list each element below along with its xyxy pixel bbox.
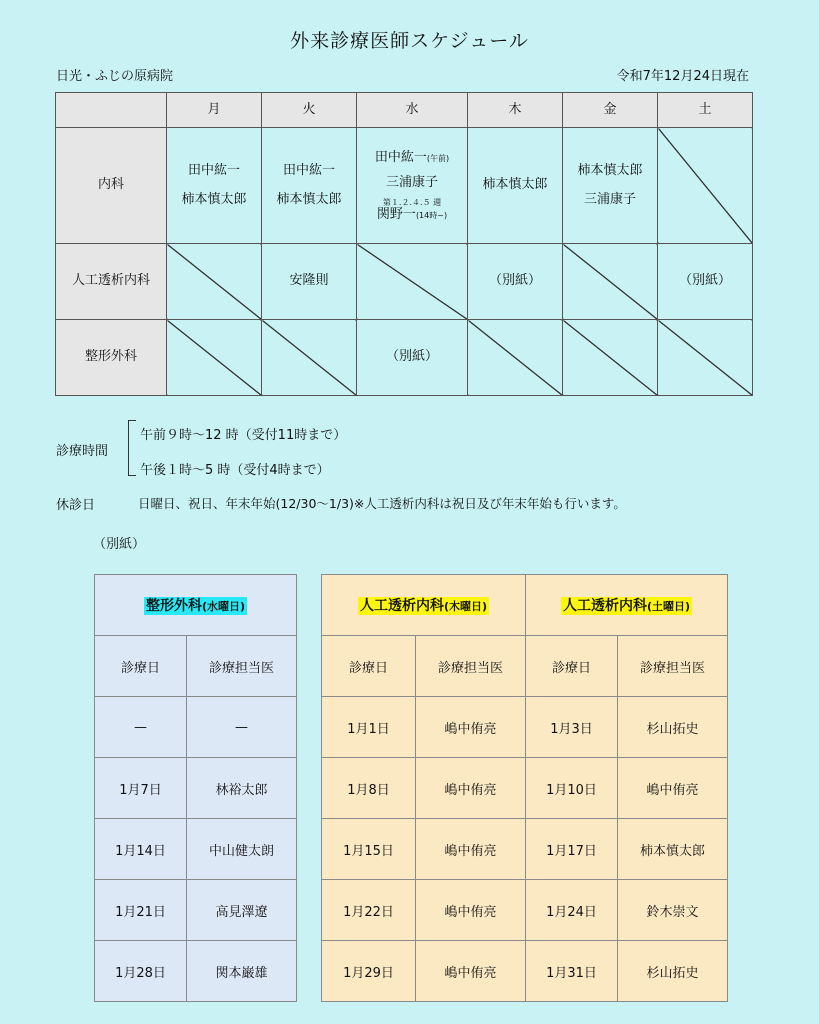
date-cell: 1月8日 — [322, 758, 416, 819]
doctor-cell: 関本巌雄 — [187, 941, 297, 1002]
internal-tue — [262, 128, 357, 244]
table-row — [95, 880, 297, 941]
ortho-row — [56, 320, 753, 396]
day-tue: 火 — [262, 93, 357, 128]
schedule-table — [55, 92, 753, 396]
col-doctor-header: 診療担当医 — [416, 636, 526, 697]
date-cell: — — [95, 697, 187, 758]
doctor-cell: — — [187, 697, 297, 758]
internal-mon — [167, 128, 262, 244]
internal-sat-empty — [658, 128, 753, 244]
ortho-mon-empty — [167, 320, 262, 396]
day-sat: 土 — [658, 93, 753, 128]
doctor: 柿本慎太郎 — [181, 191, 247, 207]
ortho-sat-empty — [658, 320, 753, 396]
date-cell: 1月29日 — [322, 941, 416, 1002]
doctor: 田中紘一 — [187, 163, 240, 179]
ortho-title-highlight — [144, 597, 247, 615]
as-of-date: 令和7年12月24日現在 — [616, 69, 749, 84]
date-cell: 1月28日 — [95, 941, 187, 1002]
ortho-tue-empty — [262, 320, 357, 396]
date-cell: 1月1日 — [322, 697, 416, 758]
date-cell: 1月21日 — [95, 880, 187, 941]
dept-internal: 内科 — [56, 128, 167, 244]
time-note: (14時~) — [415, 211, 448, 221]
day-wed: 水 — [357, 93, 468, 128]
doctor: 関野一 — [376, 207, 416, 223]
day-header-row — [56, 93, 753, 128]
table-row — [322, 697, 728, 758]
doctor: 柿本慎太郎 — [577, 163, 643, 179]
doctor-cell: 杉山拓史 — [618, 941, 728, 1002]
day-fri: 金 — [563, 93, 658, 128]
dialysis-thu-highlight — [358, 597, 489, 615]
table-row — [95, 819, 297, 880]
doctor: 三浦康子 — [583, 191, 636, 207]
date-cell: 1月14日 — [95, 819, 187, 880]
dialysis-fri-empty — [563, 244, 658, 320]
dialysis-tue: 安隆則 — [262, 244, 357, 320]
table-row — [95, 758, 297, 819]
table-row — [322, 758, 728, 819]
dialysis-appendix-table — [321, 574, 728, 1002]
doctor-cell: 嶋中侑亮 — [416, 819, 526, 880]
date-cell: 1月31日 — [526, 941, 618, 1002]
doctor-cell: 嶋中侑亮 — [416, 941, 526, 1002]
dialysis-wed-empty — [357, 244, 468, 320]
table-row — [95, 941, 297, 1002]
dept-dialysis: 人工透析内科 — [56, 244, 167, 320]
hours-bracket — [128, 420, 136, 476]
dept-ortho: 整形外科 — [56, 320, 167, 396]
closed-days-label: 休診日 — [56, 498, 96, 513]
doctor: 田中紘一 — [374, 150, 427, 166]
dialysis-sat-title — [526, 575, 728, 636]
doctor-cell: 柿本慎太郎 — [618, 819, 728, 880]
hospital-name: 日光・ふじの原病院 — [56, 69, 174, 84]
hours-label: 診療時間 — [56, 444, 109, 459]
table-row — [322, 819, 728, 880]
table-row — [322, 880, 728, 941]
dialysis-sat-day: (土曜日) — [646, 600, 691, 613]
appendix-label: （別紙） — [93, 537, 146, 552]
dialysis-mon-empty — [167, 244, 262, 320]
doctor-cell: 中山健太朗 — [187, 819, 297, 880]
dialysis-thu-title — [322, 575, 526, 636]
ortho-appendix-title — [95, 575, 297, 636]
ortho-thu-empty — [468, 320, 563, 396]
col-doctor-header: 診療担当医 — [618, 636, 728, 697]
doctor-cell: 杉山拓史 — [618, 697, 728, 758]
dialysis-sat-title-text: 人工透析内科 — [562, 598, 647, 614]
internal-fri — [563, 128, 658, 244]
date-cell: 1月10日 — [526, 758, 618, 819]
date-cell: 1月3日 — [526, 697, 618, 758]
dialysis-row — [56, 244, 753, 320]
doctor-cell: 嶋中侑亮 — [416, 758, 526, 819]
ortho-appendix-table — [94, 574, 297, 1002]
col-date-header: 診療日 — [95, 636, 187, 697]
ortho-day: (水曜日) — [201, 600, 246, 613]
dialysis-thu-title-text: 人工透析内科 — [359, 598, 444, 614]
doctor-cell: 鈴木崇文 — [618, 880, 728, 941]
page-title: 外来診療医師スケジュール — [290, 30, 529, 52]
doctor-cell: 林裕太郎 — [187, 758, 297, 819]
morning-note: (午前) — [426, 154, 450, 164]
table-row — [322, 941, 728, 1002]
date-cell: 1月24日 — [526, 880, 618, 941]
col-date-header: 診療日 — [322, 636, 416, 697]
corner-cell — [56, 93, 167, 128]
internal-wed — [357, 128, 468, 244]
day-mon: 月 — [167, 93, 262, 128]
date-cell: 1月22日 — [322, 880, 416, 941]
week-note: 第１.２.４.５ 週 — [382, 198, 442, 208]
internal-thu: 柿本慎太郎 — [468, 128, 563, 244]
doctor-cell: 嶋中侑亮 — [618, 758, 728, 819]
dialysis-sat-highlight — [561, 597, 692, 615]
doctor-cell: 嶋中侑亮 — [416, 697, 526, 758]
col-doctor-header: 診療担当医 — [187, 636, 297, 697]
doctor: 田中紘一 — [282, 163, 335, 179]
doctor: 柿本慎太郎 — [276, 191, 342, 207]
date-cell: 1月7日 — [95, 758, 187, 819]
dialysis-thu-day: (木曜日) — [443, 600, 488, 613]
dialysis-sat: （別紙） — [658, 244, 753, 320]
doctor-cell: 高見澤遼 — [187, 880, 297, 941]
hours-morning: 午前９時～12 時（受付11時まで） — [140, 428, 347, 443]
doctor-cell: 嶋中侑亮 — [416, 880, 526, 941]
internal-row — [56, 128, 753, 244]
dialysis-thu: （別紙） — [468, 244, 563, 320]
ortho-title: 整形外科 — [145, 598, 202, 614]
date-cell: 1月17日 — [526, 819, 618, 880]
ortho-wed: （別紙） — [357, 320, 468, 396]
date-cell: 1月15日 — [322, 819, 416, 880]
day-thu: 木 — [468, 93, 563, 128]
col-date-header: 診療日 — [526, 636, 618, 697]
table-row — [95, 697, 297, 758]
doctor: 三浦康子 — [385, 175, 438, 191]
hours-afternoon: 午後１時～5 時（受付4時まで） — [140, 463, 330, 478]
ortho-fri-empty — [563, 320, 658, 396]
closed-days-text: 日曜日、祝日、年末年始(12/30～1/3)※人工透析内科は祝日及び年末年始も行います。 — [138, 496, 626, 511]
